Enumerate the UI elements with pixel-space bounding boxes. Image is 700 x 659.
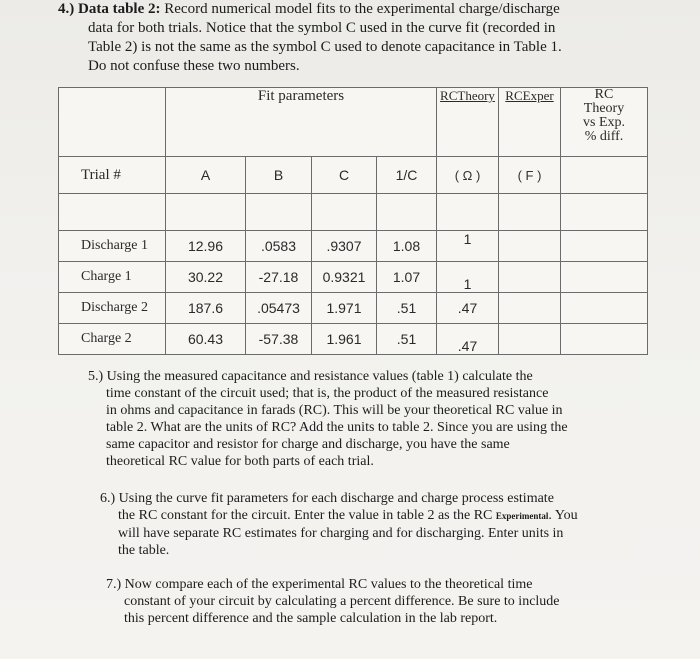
cell-rc-theory: 1 [437,262,499,293]
cell-invc: .51 [377,293,437,324]
empty-header-cell [59,88,166,157]
q6-line-1: 6.) Using the curve fit parameters for each discharge and charge process estimate [100,491,554,506]
trial-header: Trial # [59,157,166,194]
rc-diff-l3: vs Exp. [583,115,625,130]
cell-rc-theory: 1 [437,231,499,262]
table-row [59,262,648,293]
cell-rc-exper [499,324,561,355]
empty-diff-cell [561,157,648,194]
cell-a: 187.6 [166,293,246,324]
col-invc-header: 1/C [377,157,437,194]
col-c-header: C [312,157,377,194]
cell-rc-diff [561,324,648,355]
q6-line-3: will have separate RC estimates for charging and for discharging. Enter units in [118,526,564,541]
q4-line-1 [58,0,688,19]
cell-c: 1.961 [312,324,377,355]
trial-label: Discharge 2 [59,293,166,324]
rc-exper-header: RCExper [499,88,561,157]
cell-rc-diff [561,231,648,262]
q7-line-2: constant of your circuit by calculating a percent difference. Be sure to include [124,594,560,609]
col-b-header: B [246,157,312,194]
question-5 [88,368,568,470]
trial-label: Charge 2 [59,324,166,355]
cell-a: 60.43 [166,324,246,355]
cell-invc: 1.07 [377,262,437,293]
cell-rc-theory: .47 [437,293,499,324]
q4-line-2: data for both trials. Notice that the symbol C used in the curve fit (recorded in [88,20,556,36]
q6-line-2b: . You [548,508,578,523]
cell-b: -57.38 [246,324,312,355]
cell-b: -27.18 [246,262,312,293]
fit-parameters-header: Fit parameters [166,88,437,157]
cell-rc-diff [561,293,648,324]
q6-experimental-sub: Experimental [495,511,549,521]
cell-a: 30.22 [166,262,246,293]
question-7 [106,576,560,627]
q4-text-1: Record numerical model fits to the experimental charge/discharge [164,1,560,17]
data-table-2 [58,87,648,355]
cell-rc-exper [499,262,561,293]
q7-line-3: this percent difference and the sample calculation in the lab report. [124,611,498,626]
cell-rc-exper [499,293,561,324]
col-a-header: A [166,157,246,194]
q4-line-3: Table 2) is not the same as the symbol C used to denote capacitance in Table 1. [88,39,562,55]
cell-rc-diff [561,262,648,293]
q5-line-1: 5.) Using the measured capacitance and resistance values (table 1) calculate the [88,369,533,384]
cell-invc: .51 [377,324,437,355]
cell-c: 1.971 [312,293,377,324]
cell-c: .9307 [312,231,377,262]
cell-rc-exper [499,231,561,262]
table-header-row [59,88,648,157]
q4-number: 4.) [58,1,75,17]
q7-line-1: 7.) Now compare each of the experimental RC values to the theoretical time [106,577,533,592]
rc-diff-header [561,88,648,157]
table-row [59,324,648,355]
cell-c: 0.9321 [312,262,377,293]
trial-label: Charge 1 [59,262,166,293]
trial-label: Discharge 1 [59,231,166,262]
spacer-row [59,194,648,231]
q5-line-5: same capacitor and resistor for charge and discharge, you have the same [106,437,510,452]
q5-line-2: time constant of the circuit used; that is, the product of the measured resistance [106,386,549,401]
cell-rc-theory: .47 [437,324,499,355]
table-row [59,231,648,262]
cell-b: .05473 [246,293,312,324]
rc-theory-header: RCTheory [437,88,499,157]
q5-line-6: theoretical RC value for both parts of each trial. [106,454,374,469]
unit-exper: ( F ) [499,157,561,194]
rc-diff-l1: RC [594,87,614,102]
question-4 [58,0,688,76]
cell-a: 12.96 [166,231,246,262]
q5-line-4: table 2. What are the units of RC? Add the units to table 2. Since you are using the [106,420,568,435]
rc-diff-l2: Theory [583,101,625,116]
column-label-row [59,157,648,194]
q6-line-2 [100,507,578,525]
q4-title: Data table 2: [78,1,161,17]
q5-line-3: in ohms and capacitance in farads (RC). This will be your theoretical RC value in [106,403,563,418]
q4-line-4: Do not confuse these two numbers. [88,58,300,74]
table-row [59,293,648,324]
rc-diff-l4: % diff. [584,129,624,144]
cell-b: .0583 [246,231,312,262]
unit-theory: ( Ω ) [437,157,499,194]
q6-line-4: the table. [118,543,170,558]
question-6 [100,490,578,559]
q6-line-2a: the RC constant for the circuit. Enter the value in table 2 as the RC [118,508,493,523]
cell-invc: 1.08 [377,231,437,262]
